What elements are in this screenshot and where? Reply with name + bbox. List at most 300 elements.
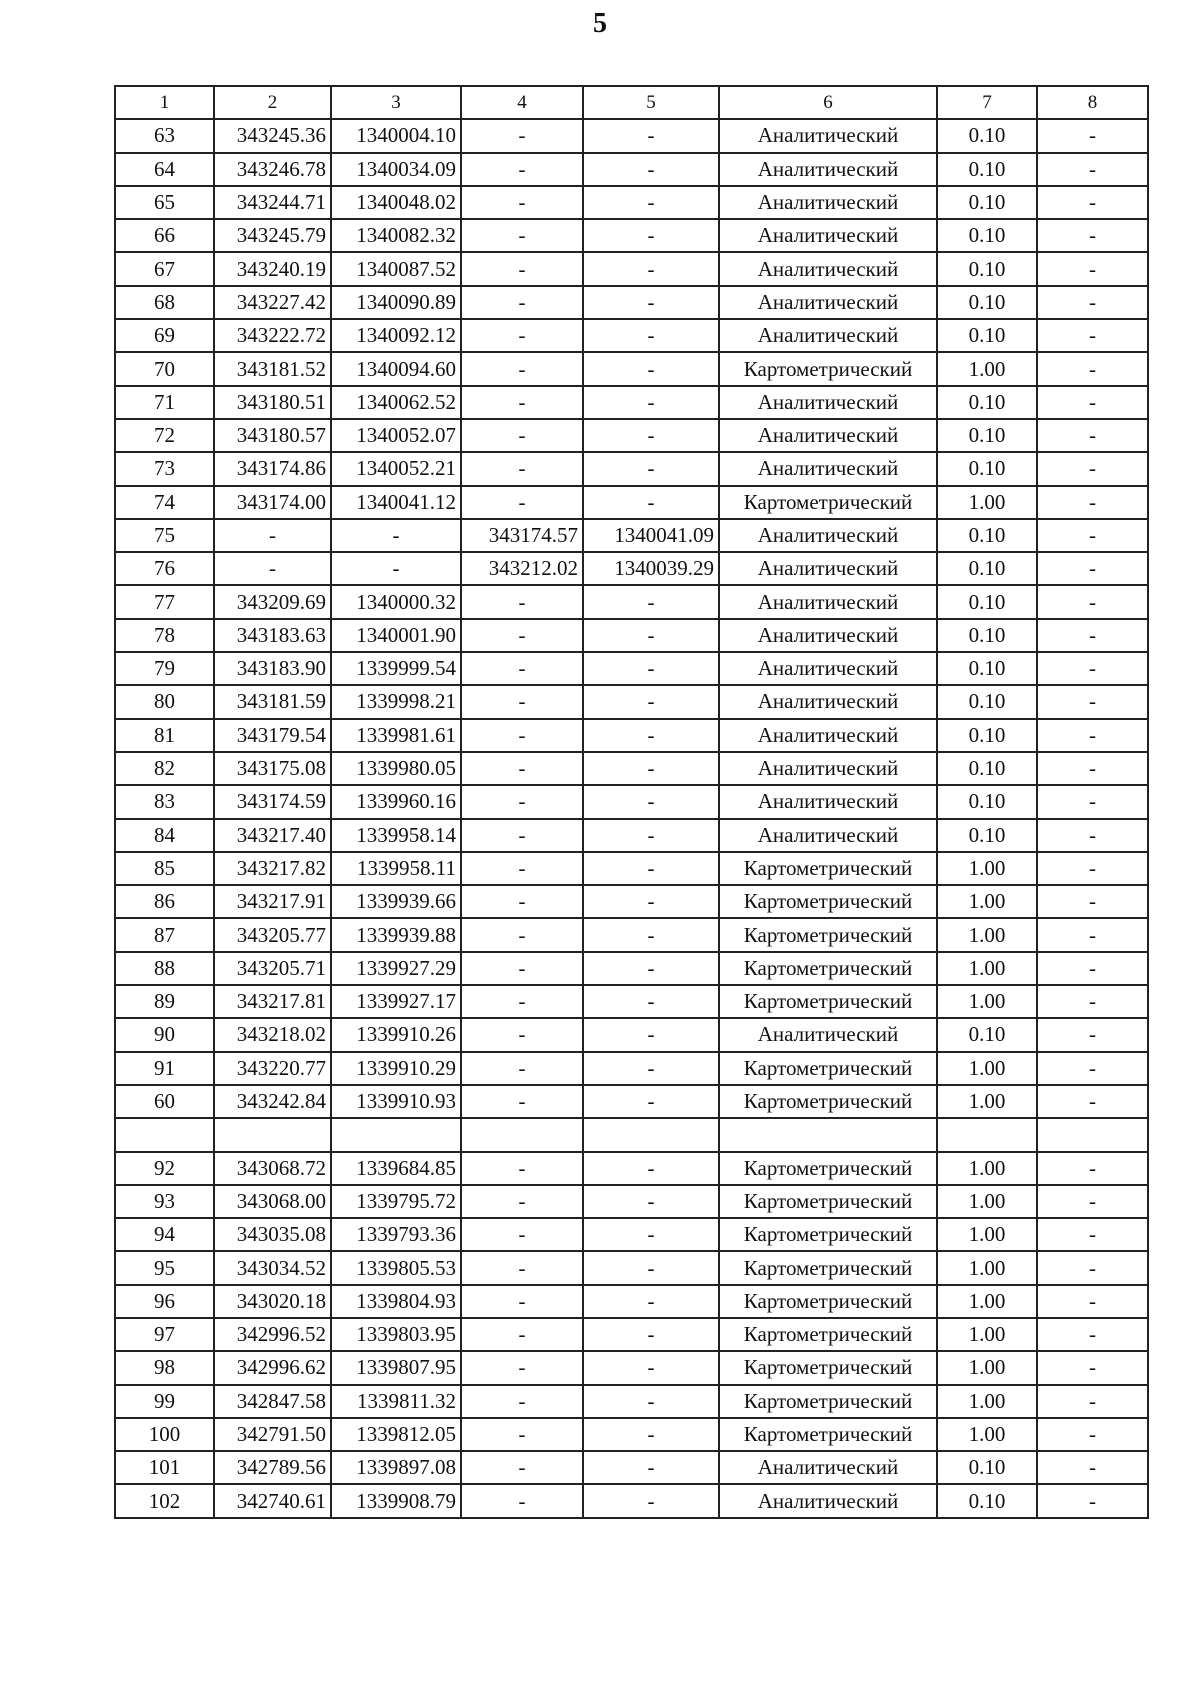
table-cell: 68 <box>115 286 214 319</box>
table-cell: - <box>461 1418 583 1451</box>
table-cell: - <box>583 1152 719 1185</box>
table-cell: Картометрический <box>719 1251 937 1284</box>
table-cell: 84 <box>115 819 214 852</box>
table-cell: - <box>1037 119 1148 152</box>
table-cell: - <box>583 1318 719 1351</box>
table-cell: - <box>461 785 583 818</box>
table-cell: Аналитический <box>719 1018 937 1051</box>
table-cell: 80 <box>115 685 214 718</box>
table-cell: Аналитический <box>719 252 937 285</box>
table-cell: - <box>461 153 583 186</box>
table-cell: - <box>1037 286 1148 319</box>
table-cell: 343217.81 <box>214 985 331 1018</box>
table-cell: - <box>1037 1451 1148 1484</box>
table-cell: 343174.59 <box>214 785 331 818</box>
table-cell: Аналитический <box>719 619 937 652</box>
column-header: 7 <box>937 86 1037 119</box>
table-cell: 1.00 <box>937 352 1037 385</box>
table-cell: 1339910.26 <box>331 1018 461 1051</box>
table-cell: 1339803.95 <box>331 1318 461 1351</box>
table-cell: - <box>583 952 719 985</box>
table-cell: 95 <box>115 1251 214 1284</box>
table-cell: 343245.36 <box>214 119 331 152</box>
table-cell: 1.00 <box>937 1251 1037 1284</box>
table-row <box>115 885 1148 918</box>
table-cell: 1.00 <box>937 1052 1037 1085</box>
table-cell: 1.00 <box>937 985 1037 1018</box>
table-cell: - <box>461 918 583 951</box>
table-cell: - <box>1037 1318 1148 1351</box>
table-cell: 0.10 <box>937 1451 1037 1484</box>
table-cell: - <box>583 1385 719 1418</box>
table-row <box>115 286 1148 319</box>
table-cell: 69 <box>115 319 214 352</box>
table-cell: - <box>583 785 719 818</box>
table-cell: - <box>583 752 719 785</box>
table-cell: 0.10 <box>937 186 1037 219</box>
table-cell: 1339811.32 <box>331 1385 461 1418</box>
table-cell: Картометрический <box>719 1318 937 1351</box>
table-cell: 0.10 <box>937 286 1037 319</box>
table-cell: - <box>1037 1052 1148 1085</box>
table-cell: 1339910.29 <box>331 1052 461 1085</box>
table-cell: - <box>583 1351 719 1384</box>
table-cell: - <box>1037 1418 1148 1451</box>
table-cell: - <box>461 1451 583 1484</box>
table-cell: Аналитический <box>719 419 937 452</box>
table-cell: 0.10 <box>937 252 1037 285</box>
table-cell: - <box>461 719 583 752</box>
table-cell: 77 <box>115 585 214 618</box>
table-cell: 343205.71 <box>214 952 331 985</box>
table-cell: Картометрический <box>719 352 937 385</box>
table-cell: 65 <box>115 186 214 219</box>
table-cell: 1339980.05 <box>331 752 461 785</box>
table-cell: Картометрический <box>719 952 937 985</box>
table-cell: 343174.57 <box>461 519 583 552</box>
table-cell: 1340000.32 <box>331 585 461 618</box>
table-cell: - <box>1037 352 1148 385</box>
column-header: 8 <box>1037 86 1148 119</box>
table-cell: 0.10 <box>937 519 1037 552</box>
table-cell: 342740.61 <box>214 1484 331 1517</box>
table-row <box>115 1085 1148 1118</box>
table-cell: 0.10 <box>937 319 1037 352</box>
table-cell: - <box>583 419 719 452</box>
table-cell: 1340039.29 <box>583 552 719 585</box>
table-cell: 1.00 <box>937 1185 1037 1218</box>
table-cell: 1339793.36 <box>331 1218 461 1251</box>
table-cell: 343183.90 <box>214 652 331 685</box>
table-row <box>115 752 1148 785</box>
table-cell: 342847.58 <box>214 1385 331 1418</box>
table-cell: - <box>461 352 583 385</box>
table-cell: 1339998.21 <box>331 685 461 718</box>
page-number: 5 <box>593 8 607 39</box>
table-cell: Аналитический <box>719 719 937 752</box>
table-row <box>115 1385 1148 1418</box>
table-cell: 343242.84 <box>214 1085 331 1118</box>
table-row <box>115 1052 1148 1085</box>
table-cell: 0.10 <box>937 685 1037 718</box>
table-cell: - <box>1037 153 1148 186</box>
column-header: 3 <box>331 86 461 119</box>
table-cell: 90 <box>115 1018 214 1051</box>
table-cell: 1339897.08 <box>331 1451 461 1484</box>
table-cell: 92 <box>115 1152 214 1185</box>
table-cell: 67 <box>115 252 214 285</box>
table-row <box>115 319 1148 352</box>
table-cell: 1340052.07 <box>331 419 461 452</box>
table-cell: - <box>461 1251 583 1284</box>
table-cell: Аналитический <box>719 386 937 419</box>
table-cell: - <box>461 1018 583 1051</box>
table-cell: 76 <box>115 552 214 585</box>
table-cell: 0.10 <box>937 153 1037 186</box>
table-cell: - <box>461 1185 583 1218</box>
table-cell: Аналитический <box>719 819 937 852</box>
table-cell: 1339910.93 <box>331 1085 461 1118</box>
table-cell: - <box>583 319 719 352</box>
table-cell: - <box>1037 785 1148 818</box>
table-cell: - <box>583 386 719 419</box>
table-cell: 343217.82 <box>214 852 331 885</box>
table-row <box>115 486 1148 519</box>
table-cell: - <box>583 685 719 718</box>
table-cell: - <box>1037 519 1148 552</box>
table-row <box>115 719 1148 752</box>
table-row <box>115 1018 1148 1051</box>
table-cell: 0.10 <box>937 1484 1037 1517</box>
table-row <box>115 585 1148 618</box>
table-cell: - <box>1037 1218 1148 1251</box>
table-cell: Картометрический <box>719 1385 937 1418</box>
table-cell: Картометрический <box>719 918 937 951</box>
table-cell: - <box>583 119 719 152</box>
table-row <box>115 1351 1148 1384</box>
table-cell: - <box>461 952 583 985</box>
table-cell: 343181.52 <box>214 352 331 385</box>
table-row <box>115 1318 1148 1351</box>
table-cell: - <box>1037 985 1148 1018</box>
table-cell: - <box>461 252 583 285</box>
table-cell: - <box>583 352 719 385</box>
table-cell: Картометрический <box>719 486 937 519</box>
table-cell: 1339939.66 <box>331 885 461 918</box>
table-cell: 1339805.53 <box>331 1251 461 1284</box>
table-cell: Аналитический <box>719 119 937 152</box>
table-cell: 343174.00 <box>214 486 331 519</box>
table-cell: - <box>1037 918 1148 951</box>
table-cell: - <box>1037 552 1148 585</box>
table-cell: - <box>1037 1018 1148 1051</box>
table-cell: 1339927.17 <box>331 985 461 1018</box>
table-cell: 343245.79 <box>214 219 331 252</box>
table-cell: - <box>583 985 719 1018</box>
table-cell: - <box>583 719 719 752</box>
table-cell: - <box>1037 219 1148 252</box>
table-cell: 343174.86 <box>214 452 331 485</box>
table-row <box>115 619 1148 652</box>
table-cell: 343181.59 <box>214 685 331 718</box>
table-cell: Аналитический <box>719 1451 937 1484</box>
table-cell <box>719 1118 937 1151</box>
table-cell: - <box>461 319 583 352</box>
table-cell: Аналитический <box>719 785 937 818</box>
table-cell: 1340087.52 <box>331 252 461 285</box>
table-cell: - <box>1037 652 1148 685</box>
table-cell: Картометрический <box>719 1218 937 1251</box>
table-cell: - <box>461 386 583 419</box>
table-cell: - <box>461 186 583 219</box>
table-cell: 70 <box>115 352 214 385</box>
table-cell: 78 <box>115 619 214 652</box>
table-cell: 0.10 <box>937 819 1037 852</box>
table-cell: - <box>331 552 461 585</box>
table-row <box>115 1251 1148 1284</box>
table-cell: - <box>461 286 583 319</box>
table-cell: Аналитический <box>719 652 937 685</box>
table-cell: 343034.52 <box>214 1251 331 1284</box>
table-cell: - <box>461 219 583 252</box>
table-cell: 100 <box>115 1418 214 1451</box>
table-cell: 79 <box>115 652 214 685</box>
table-cell: 343068.00 <box>214 1185 331 1218</box>
table-cell: 0.10 <box>937 419 1037 452</box>
table-cell <box>115 1118 214 1151</box>
table-row <box>115 386 1148 419</box>
table-cell: 343180.57 <box>214 419 331 452</box>
table-cell: Картометрический <box>719 1285 937 1318</box>
table-cell: 97 <box>115 1318 214 1351</box>
table-cell: 74 <box>115 486 214 519</box>
table-cell: - <box>461 419 583 452</box>
table-cell: - <box>583 1018 719 1051</box>
table-cell: 1.00 <box>937 1351 1037 1384</box>
table-cell: 1.00 <box>937 885 1037 918</box>
table-cell: - <box>1037 252 1148 285</box>
table-cell: Аналитический <box>719 286 937 319</box>
table-cell: 71 <box>115 386 214 419</box>
table-cell: - <box>583 252 719 285</box>
table-cell: 1340034.09 <box>331 153 461 186</box>
table-cell: - <box>583 1251 719 1284</box>
table-cell: 85 <box>115 852 214 885</box>
table-cell: 1.00 <box>937 1318 1037 1351</box>
table-row <box>115 119 1148 152</box>
table-cell: - <box>214 552 331 585</box>
table-cell: - <box>461 1052 583 1085</box>
table-cell: - <box>461 852 583 885</box>
table-cell: 0.10 <box>937 119 1037 152</box>
table-cell: 343183.63 <box>214 619 331 652</box>
table-cell: Картометрический <box>719 885 937 918</box>
table-cell: - <box>583 918 719 951</box>
table-cell: - <box>1037 1085 1148 1118</box>
table-cell: 0.10 <box>937 552 1037 585</box>
table-cell: - <box>583 852 719 885</box>
table-cell <box>331 1118 461 1151</box>
table-cell <box>937 1118 1037 1151</box>
table-cell: Аналитический <box>719 319 937 352</box>
table-cell: Картометрический <box>719 852 937 885</box>
table-cell: 342996.62 <box>214 1351 331 1384</box>
table-cell: - <box>461 619 583 652</box>
table-cell: - <box>1037 885 1148 918</box>
table-cell: Аналитический <box>719 1484 937 1517</box>
table-cell: 343175.08 <box>214 752 331 785</box>
table-cell: - <box>583 286 719 319</box>
table-cell: - <box>1037 452 1148 485</box>
table-cell: 82 <box>115 752 214 785</box>
table-cell: - <box>1037 1152 1148 1185</box>
table-cell: Картометрический <box>719 1052 937 1085</box>
table-cell: 1339958.14 <box>331 819 461 852</box>
coordinates-table <box>114 85 1149 1519</box>
table-cell: 1.00 <box>937 1152 1037 1185</box>
table-cell: - <box>461 652 583 685</box>
table-cell: 342996.52 <box>214 1318 331 1351</box>
column-header: 6 <box>719 86 937 119</box>
table-cell: 1339981.61 <box>331 719 461 752</box>
table-cell: - <box>1037 319 1148 352</box>
table-cell: Аналитический <box>719 452 937 485</box>
table-cell: 81 <box>115 719 214 752</box>
column-header: 5 <box>583 86 719 119</box>
table-cell: 0.10 <box>937 719 1037 752</box>
table-cell: - <box>583 1052 719 1085</box>
table-cell: 98 <box>115 1351 214 1384</box>
table-row <box>115 1418 1148 1451</box>
table-row <box>115 1451 1148 1484</box>
table-cell: 99 <box>115 1385 214 1418</box>
table-cell: - <box>461 819 583 852</box>
table-cell: Аналитический <box>719 685 937 718</box>
table-cell: - <box>461 486 583 519</box>
table-cell: 1339939.88 <box>331 918 461 951</box>
column-header: 1 <box>115 86 214 119</box>
table-row <box>115 252 1148 285</box>
table-cell: 1.00 <box>937 1385 1037 1418</box>
table-cell: - <box>583 219 719 252</box>
table-cell: Аналитический <box>719 752 937 785</box>
table-row <box>115 1484 1148 1517</box>
table-row <box>115 652 1148 685</box>
table-cell: Аналитический <box>719 585 937 618</box>
table-cell: 342789.56 <box>214 1451 331 1484</box>
table-cell: 343209.69 <box>214 585 331 618</box>
table-cell: - <box>583 1218 719 1251</box>
table-row <box>115 153 1148 186</box>
table-cell: - <box>461 1085 583 1118</box>
table-cell: - <box>1037 486 1148 519</box>
table-row <box>115 952 1148 985</box>
table-cell: 1.00 <box>937 952 1037 985</box>
table-cell: - <box>1037 752 1148 785</box>
table-cell: 1339795.72 <box>331 1185 461 1218</box>
table-cell: - <box>461 1152 583 1185</box>
table-cell: 343217.40 <box>214 819 331 852</box>
table-cell: 1339958.11 <box>331 852 461 885</box>
table-cell: - <box>1037 1185 1148 1218</box>
table-cell: 343218.02 <box>214 1018 331 1051</box>
table-cell: Картометрический <box>719 1418 937 1451</box>
table-cell: 1340052.21 <box>331 452 461 485</box>
table-cell: - <box>461 585 583 618</box>
table-row <box>115 186 1148 219</box>
table-row <box>115 985 1148 1018</box>
table-row <box>115 1285 1148 1318</box>
table-cell: - <box>461 1285 583 1318</box>
table-cell: 88 <box>115 952 214 985</box>
table-cell: 1340092.12 <box>331 319 461 352</box>
table-cell: - <box>461 985 583 1018</box>
table-cell: 343240.19 <box>214 252 331 285</box>
table-cell: 1340041.12 <box>331 486 461 519</box>
table-row <box>115 352 1148 385</box>
table-cell: 96 <box>115 1285 214 1318</box>
table-cell: - <box>583 186 719 219</box>
table-cell: 83 <box>115 785 214 818</box>
table-cell: - <box>583 153 719 186</box>
table-cell: Аналитический <box>719 186 937 219</box>
table-cell: - <box>583 1451 719 1484</box>
table-cell: 93 <box>115 1185 214 1218</box>
table-row <box>115 219 1148 252</box>
table-cell: - <box>1037 1351 1148 1384</box>
table-cell: Аналитический <box>719 552 937 585</box>
table-cell: - <box>461 1318 583 1351</box>
table-cell: 1.00 <box>937 1418 1037 1451</box>
table-cell: - <box>583 819 719 852</box>
table-row <box>115 1152 1148 1185</box>
table-cell: - <box>1037 819 1148 852</box>
table-cell: 342791.50 <box>214 1418 331 1451</box>
table-cell: 343035.08 <box>214 1218 331 1251</box>
table-row <box>115 419 1148 452</box>
table-cell: 343227.42 <box>214 286 331 319</box>
table-cell: 1339812.05 <box>331 1418 461 1451</box>
table-cell: - <box>1037 1285 1148 1318</box>
table-cell: 1.00 <box>937 1085 1037 1118</box>
table-cell <box>214 1118 331 1151</box>
table-cell: - <box>583 585 719 618</box>
table-cell: - <box>1037 952 1148 985</box>
table-cell: - <box>461 1351 583 1384</box>
table-cell: 102 <box>115 1484 214 1517</box>
table-cell: 343246.78 <box>214 153 331 186</box>
table-cell: - <box>1037 1484 1148 1517</box>
table-cell: 66 <box>115 219 214 252</box>
table-cell: 1340004.10 <box>331 119 461 152</box>
table-cell <box>583 1118 719 1151</box>
table-row <box>115 1118 1148 1151</box>
table-cell: - <box>1037 585 1148 618</box>
table-cell: 0.10 <box>937 619 1037 652</box>
table-cell: 1340062.52 <box>331 386 461 419</box>
table-cell: - <box>583 1484 719 1517</box>
table-cell: 1.00 <box>937 918 1037 951</box>
table-cell: - <box>461 452 583 485</box>
table-cell: - <box>583 885 719 918</box>
table-cell: 0.10 <box>937 1018 1037 1051</box>
table-cell: 1.00 <box>937 486 1037 519</box>
table-cell: 86 <box>115 885 214 918</box>
table-cell: - <box>1037 1251 1148 1284</box>
table-cell: - <box>461 752 583 785</box>
table-cell: 0.10 <box>937 386 1037 419</box>
table-cell <box>461 1118 583 1151</box>
